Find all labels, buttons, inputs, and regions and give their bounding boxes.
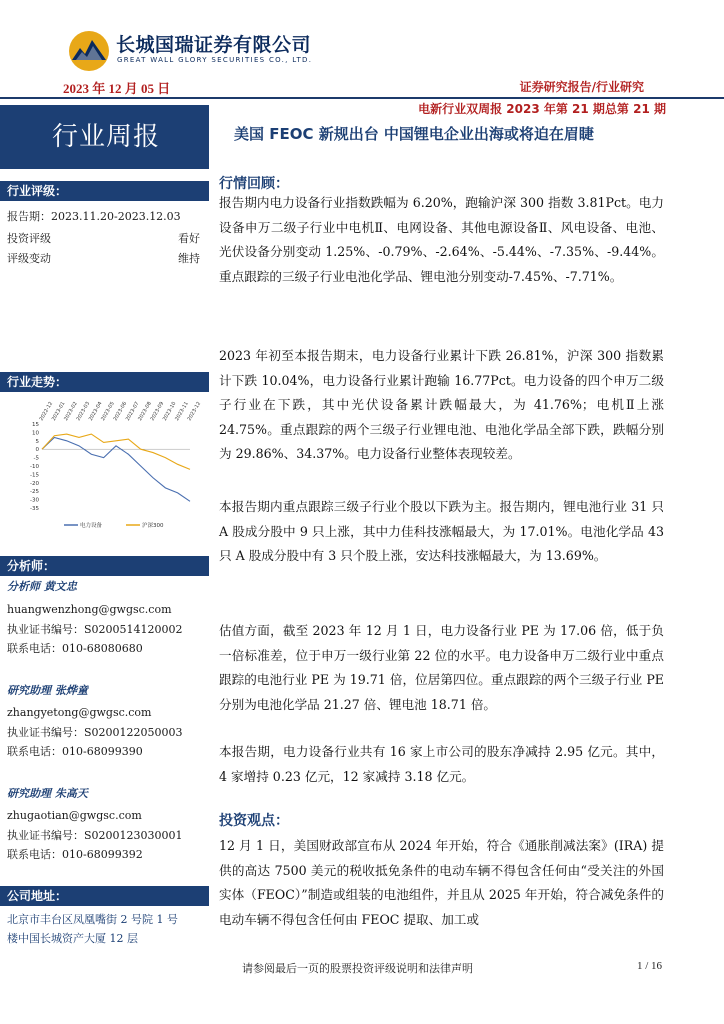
address-line-2: 楼中国长城资产大厦 12 层 bbox=[7, 932, 138, 945]
trend-section-title: 行业走势： bbox=[0, 372, 209, 392]
x-tick-label: 2022-12 bbox=[38, 400, 55, 422]
company-name-en: GREAT WALL GLORY SECURITIES CO., LTD. bbox=[117, 56, 313, 64]
x-tick-label: 2023-01 bbox=[50, 400, 67, 422]
assistant-phone: 联系电话：010-68099390 bbox=[7, 745, 143, 758]
y-tick-label: -10 bbox=[30, 464, 39, 470]
assistant2-name: 研究助理 朱高天 bbox=[7, 787, 88, 800]
x-tick-label: 2023-12 bbox=[186, 400, 203, 422]
legend-label: 沪深300 bbox=[142, 523, 164, 529]
rating-section-title: 行业评级： bbox=[0, 181, 209, 201]
y-tick-label: -35 bbox=[30, 506, 39, 512]
assistant2-cert: 执业证书编号：S0200123030001 bbox=[7, 829, 183, 842]
x-tick-label: 2023-08 bbox=[137, 400, 153, 422]
industry-trend-chart bbox=[20, 396, 203, 536]
assistant-name: 研究助理 张烨童 bbox=[7, 684, 88, 697]
x-tick-label: 2023-09 bbox=[149, 400, 166, 422]
company-logo bbox=[68, 24, 338, 74]
y-tick-label: -15 bbox=[30, 472, 39, 479]
market-review-title: 行情回顾： bbox=[219, 176, 289, 192]
market-review-paragraph-1: 报告期内电力设备行业指数跌幅为 6.20%，跑输沪深 300 指数 3.81Pct。电力设备申万二级子行业中电机Ⅱ、电网设备、其他电源设备Ⅱ、风电设备、电池、光伏设备分别变动 1.25%、-0.79%、-2.64%、-5.44%、-7.35%、-9.44%。重点跟踪的三级子行业电池化学品、锂电池分别变动-7.45%、-7.71%。 bbox=[219, 195, 664, 284]
report-category: 证券研究报告/行业研究 bbox=[519, 80, 644, 94]
market-review-paragraph-4: 估值方面，截至 2023 年 12 月 1 日，电力设备行业 PE 为 17.06 倍，低于负一倍标准差，位于申万一级行业第 22 位的水平。电力设备申万二级行业中重点跟踪的电池行业 PE 为 19.71 倍，位居第四位。重点跟踪的两个三级子行业 PE 分别为电池化学品 21.27 倍、锂电池 18.71 倍。 bbox=[219, 623, 664, 712]
x-tick-label: 2023-04 bbox=[87, 400, 104, 422]
series-line-电力设备 bbox=[42, 437, 190, 501]
market-review-paragraph-3: 本报告期内重点跟踪三级子行业个股以下跌为主。报告期内，锂电池行业 31 只 A 股成分股中 9 只上涨，其中力佳科技涨幅最大，为 17.01%。电池化学品 43 只 A 股成分股中有 3 只个股上涨，安达科技涨幅最大，为 13.69%。 bbox=[219, 499, 664, 564]
x-tick-label: 2023-06 bbox=[112, 400, 129, 422]
x-tick-label: 2023-07 bbox=[124, 400, 141, 422]
analyst-cert: 执业证书编号：S0200514120002 bbox=[7, 623, 183, 636]
y-tick-label: 0 bbox=[35, 447, 39, 454]
header-divider bbox=[0, 97, 724, 99]
analyst-phone: 联系电话：010-68080680 bbox=[7, 642, 143, 655]
report-date: 2023 年 12 月 05 日 bbox=[63, 81, 171, 96]
report-period: 报告期：2023.11.20-2023.12.03 bbox=[7, 210, 181, 223]
address-section-title: 公司地址： bbox=[0, 886, 209, 906]
company-name-cn: 长城国瑞证券有限公司 bbox=[116, 34, 312, 56]
x-tick-label: 2023-05 bbox=[100, 400, 116, 422]
address-line-1: 北京市丰台区凤凰嘴街 2 号院 1 号 bbox=[7, 913, 178, 926]
legal-disclaimer: 请参阅最后一页的股票投资评级说明和法律声明 bbox=[242, 962, 473, 975]
y-tick-label: 10 bbox=[32, 430, 39, 437]
analyst-name: 分析师 黄文忠 bbox=[7, 580, 77, 593]
y-tick-label: -20 bbox=[30, 480, 39, 487]
assistant-cert: 执业证书编号：S0200122050003 bbox=[7, 726, 183, 739]
investment-view-title: 投资观点： bbox=[219, 813, 289, 829]
y-tick-label: 15 bbox=[32, 422, 39, 428]
rating-change-label: 评级变动 bbox=[7, 252, 51, 265]
x-tick-label: 2023-03 bbox=[75, 400, 92, 422]
assistant2-email: zhugaotian@gwgsc.com bbox=[7, 809, 142, 822]
analyst-email: huangwenzhong@gwgsc.com bbox=[7, 603, 172, 616]
y-tick-label: -5 bbox=[33, 455, 39, 462]
rating-change-value: 维持 bbox=[178, 252, 200, 265]
y-tick-label: 5 bbox=[35, 438, 39, 445]
report-headline: 美国 FEOC 新规出台 中国锂电企业出海或将迫在眉睫 bbox=[234, 125, 594, 143]
y-tick-label: -25 bbox=[30, 489, 39, 496]
assistant2-phone: 联系电话：010-68099392 bbox=[7, 848, 143, 861]
investment-view-paragraph-1: 12 月 1 日，美国财政部宣布从 2024 年开始，符合《通胀削减法案》(IRA) 提供的高达 7500 美元的税收抵免条件的电动车辆不得包含任何由“受关注的外国实体（FEOC）”制造或组装的电池组件，并且从 2025 年开始，符合减免条件的电动车辆不得包含任何由 FEOC 提取、加工或 bbox=[219, 838, 664, 927]
x-tick-label: 2023-02 bbox=[63, 400, 79, 422]
assistant-email: zhangyetong@gwgsc.com bbox=[7, 706, 152, 719]
analysts-section-title: 分析师： bbox=[0, 556, 209, 576]
y-tick-label: -30 bbox=[30, 497, 39, 504]
report-type-label: 行业周报 bbox=[52, 122, 161, 152]
market-review-paragraph-2: 2023 年初至本报告期末，电力设备行业累计下跌 26.81%，沪深 300 指数累计下跌 10.04%，电力设备行业累计跑输 16.77Pct。电力设备的四个申万二级子行业在下跌，其中光伏设备累计跌幅最大，为 41.76%；电机Ⅱ上涨 24.75%。重点跟踪的两个三级子行业锂电池、电池化学品全部下跌，跌幅分别为 29.86%、34.37%。电力设备行业整体表现较差。 bbox=[219, 348, 664, 462]
market-review-paragraph-5: 本报告期，电力设备行业共有 16 家上市公司的股东净减持 2.95 亿元。其中，4 家增持 0.23 亿元，12 家减持 3.18 亿元。 bbox=[219, 744, 664, 784]
report-series: 电新行业双周报 2023 年第 21 期总第 21 期 bbox=[418, 102, 666, 116]
x-tick-label: 2023-11 bbox=[174, 400, 190, 422]
x-tick-label: 2023-10 bbox=[161, 400, 178, 422]
rating-label: 投资评级 bbox=[7, 232, 51, 245]
great-wall-logo-icon bbox=[68, 30, 110, 72]
page-number: 1 / 16 bbox=[636, 960, 662, 972]
series-line-沪深300 bbox=[42, 434, 190, 469]
rating-value: 看好 bbox=[178, 232, 200, 245]
legend-label: 电力设备 bbox=[80, 523, 103, 529]
